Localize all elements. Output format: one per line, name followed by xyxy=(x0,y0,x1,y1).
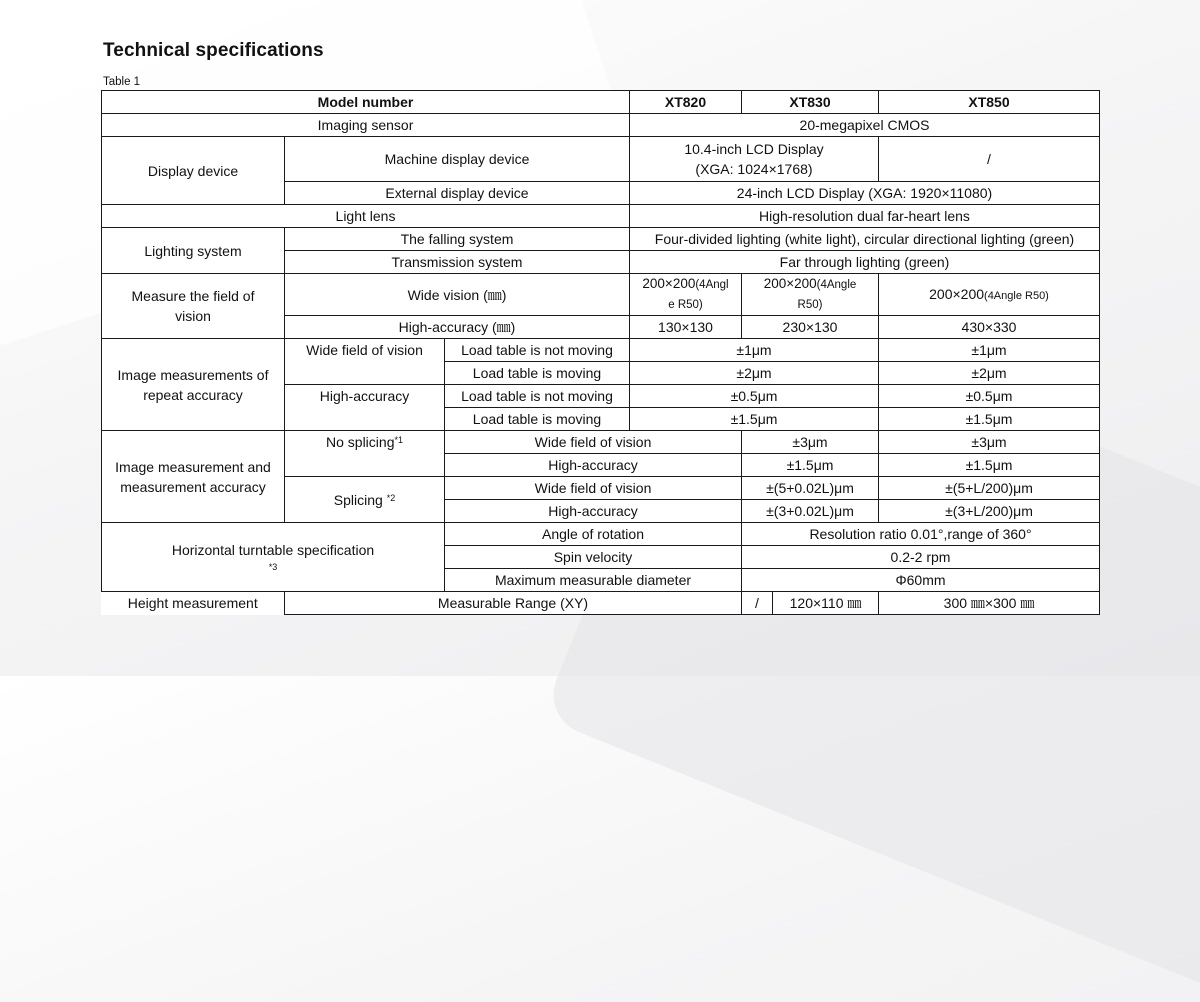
footnote-mark: *3 xyxy=(268,562,278,572)
table-row xyxy=(102,91,1100,114)
cell-value: Far through lighting (green) xyxy=(630,251,1100,274)
cell-value: ±1μm xyxy=(630,339,879,362)
condition-label: Load table is moving xyxy=(445,408,630,431)
page-title: Technical specifications xyxy=(103,40,324,61)
cell-note: (4Angl xyxy=(695,279,729,291)
table-row xyxy=(102,592,1100,615)
cell-note: (4Angle R50) xyxy=(984,289,1049,302)
cell-value: ±0.5μm xyxy=(630,385,879,408)
cell-value: 24-inch LCD Display (XGA: 1920×11080) xyxy=(630,182,1100,205)
cell-value: 430×330 xyxy=(879,316,1100,339)
table-row xyxy=(102,339,1100,362)
cell-value: ±1.5μm xyxy=(742,454,879,477)
header-model-number: Model number xyxy=(102,91,630,114)
group-label-accuracy xyxy=(102,431,285,523)
group-label-display: Display device xyxy=(102,137,285,205)
group-label-field xyxy=(102,274,285,339)
cell-value: ±1.5μm xyxy=(879,454,1100,477)
row-label: External display device xyxy=(285,182,630,205)
condition-label: Load table is not moving xyxy=(445,385,630,408)
mode-label: Wide field of vision xyxy=(445,431,742,454)
cell-value: 0.2-2 rpm xyxy=(742,546,1100,569)
row-label: The falling system xyxy=(285,228,630,251)
cell-value xyxy=(879,274,1100,316)
condition-label: Load table is moving xyxy=(445,362,630,385)
group-line: Image measurement and xyxy=(115,458,271,475)
cell-line: 10.4-inch LCD Display xyxy=(684,141,824,157)
cell-value: 120×110 ㎜ xyxy=(789,595,862,611)
mode-label: High-accuracy xyxy=(445,500,742,523)
cell-value: ±3μm xyxy=(879,431,1100,454)
table-row xyxy=(102,431,1100,454)
cell-value xyxy=(630,274,742,316)
cell-value: Four-divided lighting (white light), circular directional lighting (green) xyxy=(630,228,1100,251)
group-label-lighting: Lighting system xyxy=(102,228,285,274)
mode-label: Wide field of vision xyxy=(445,477,742,500)
cell-value: ±(5+L/200)μm xyxy=(879,477,1100,500)
cell-main: 200×200 xyxy=(642,276,696,291)
row-label: Imaging sensor xyxy=(102,114,630,137)
cell-value: ±1μm xyxy=(879,339,1100,362)
cell-value: ±(3+0.02L)μm xyxy=(742,500,879,523)
row-label: Maximum measurable diameter xyxy=(445,569,742,592)
header-model-xt830: XT830 xyxy=(742,91,879,114)
subgroup-label: Wide field of vision xyxy=(285,339,445,385)
cell-note: (4Angle xyxy=(816,279,857,291)
cell-main: 200×200 xyxy=(763,276,817,291)
cell-value: ±0.5μm xyxy=(879,385,1100,408)
cell-value: 20-megapixel CMOS xyxy=(630,114,1100,137)
table-row xyxy=(102,523,1100,546)
cell-value: 130×130 xyxy=(630,316,742,339)
cell-line: (XGA: 1024×1768) xyxy=(695,161,813,177)
subgroup-label xyxy=(285,477,445,523)
group-line: vision xyxy=(175,308,211,324)
table-row xyxy=(102,274,1100,316)
table-row xyxy=(102,137,1100,182)
cell-value: / xyxy=(879,137,1100,182)
table-caption: Table 1 xyxy=(103,76,141,88)
cell-value: ±2μm xyxy=(630,362,879,385)
group-label-turntable xyxy=(102,523,445,592)
cell-value: ±3μm xyxy=(742,431,879,454)
row-label: Spin velocity xyxy=(445,546,742,569)
header-model-xt820: XT820 xyxy=(630,91,742,114)
cell-value: 230×130 xyxy=(742,316,879,339)
subgroup-text: Splicing xyxy=(333,491,387,508)
cell-note: R50) xyxy=(797,299,823,311)
group-line: Horizontal turntable specification xyxy=(171,542,375,558)
cell-value: Resolution ratio 0.01°,range of 360° xyxy=(742,523,1100,546)
header-model-xt850: XT850 xyxy=(879,91,1100,114)
spec-table xyxy=(101,90,1100,615)
cell-value: ±(5+0.02L)μm xyxy=(742,477,879,500)
group-line: Measure the field of xyxy=(131,288,255,304)
table-row xyxy=(102,205,1100,228)
cell-value: / xyxy=(742,592,773,614)
cell-value: ±1.5μm xyxy=(630,408,879,431)
mode-label: High-accuracy xyxy=(445,454,742,477)
row-label: Measurable Range (XY) xyxy=(285,592,742,615)
cell-value: High-resolution dual far-heart lens xyxy=(630,205,1100,228)
cell-value-pair xyxy=(742,592,879,615)
row-label: Transmission system xyxy=(285,251,630,274)
group-label-height: Height measurement xyxy=(102,592,285,615)
cell-value: ±(3+L/200)μm xyxy=(879,500,1100,523)
condition-label: Load table is not moving xyxy=(445,339,630,362)
cell-value: ±2μm xyxy=(879,362,1100,385)
row-label: Machine display device xyxy=(285,137,630,182)
group-label-repeat xyxy=(102,339,285,431)
subgroup-label xyxy=(285,431,445,477)
cell-value xyxy=(742,274,879,316)
row-label: Light lens xyxy=(102,205,630,228)
footnote-mark: *2 xyxy=(386,492,396,503)
subgroup-text: No splicing xyxy=(326,434,395,450)
group-line: repeat accuracy xyxy=(143,386,243,403)
table-row xyxy=(102,114,1100,137)
footnote-mark: *1 xyxy=(394,435,403,445)
row-label: High-accuracy (㎜) xyxy=(285,316,630,339)
cell-note: e R50) xyxy=(668,299,703,311)
row-label: Wide vision (㎜) xyxy=(285,274,630,316)
subgroup-label: High-accuracy xyxy=(285,385,445,431)
group-line: measurement accuracy xyxy=(120,478,266,495)
cell-value: 300 ㎜×300 ㎜ xyxy=(879,592,1100,615)
cell-main: 200×200 xyxy=(929,285,985,302)
cell-value xyxy=(630,137,879,182)
row-label: Angle of rotation xyxy=(445,523,742,546)
table-row xyxy=(102,228,1100,251)
cell-value: ±1.5μm xyxy=(879,408,1100,431)
group-line: Image measurements of xyxy=(117,366,269,383)
cell-value: Φ60mm xyxy=(742,569,1100,592)
